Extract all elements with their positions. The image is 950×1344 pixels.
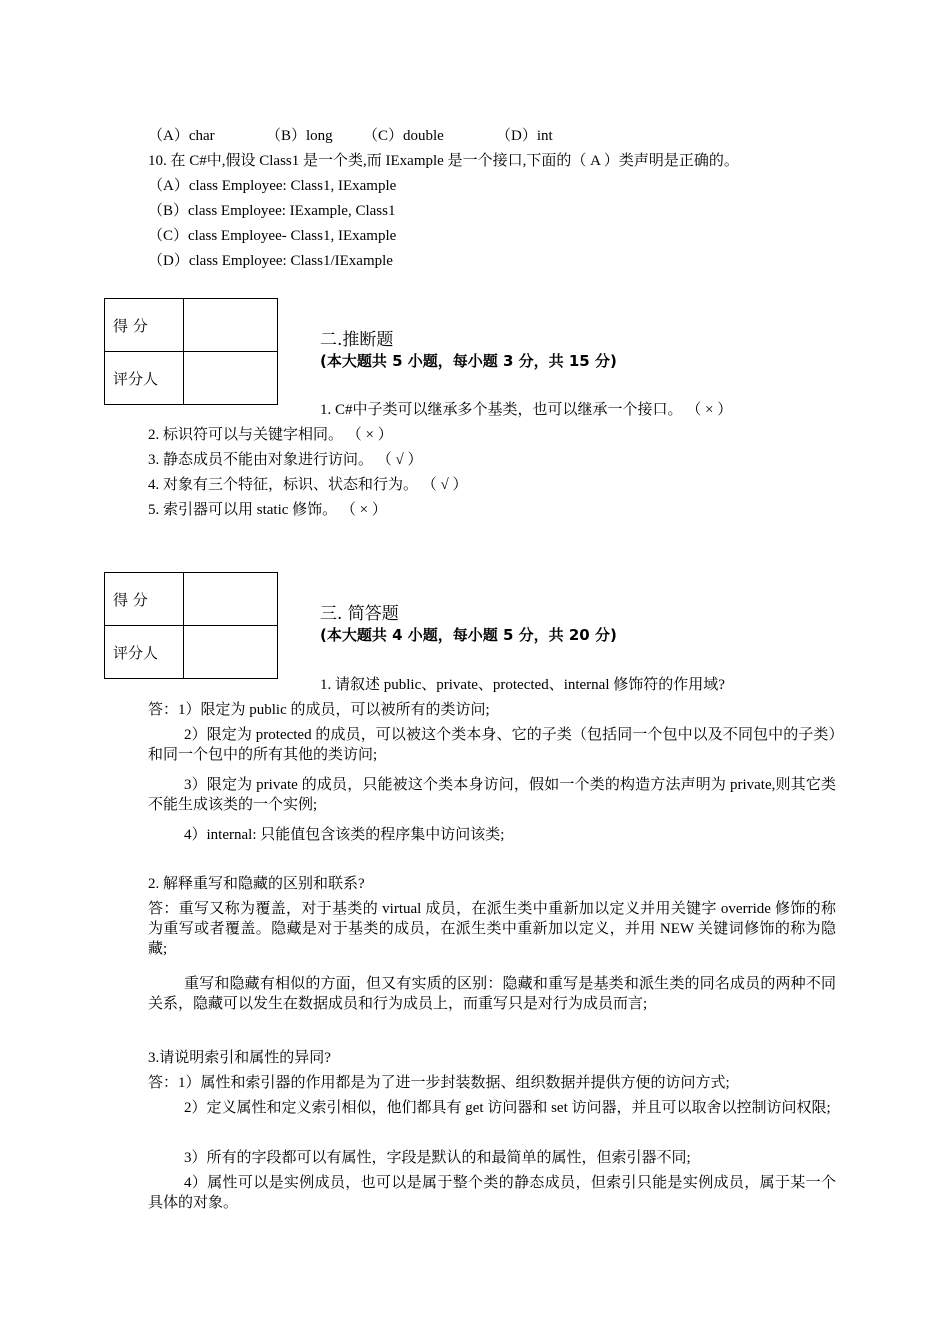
- q10-option-a: （A）class Employee: Class1, IExample: [148, 178, 397, 194]
- section3-q2-question: 2. 解释重写和隐藏的区别和联系?: [148, 876, 365, 892]
- score-field: [184, 299, 278, 352]
- q10-stem: 10. 在 C#中,假设 Class1 是一个类,而 IExample 是一个接口,下面的（ A ）类声明是正确的。: [148, 153, 739, 169]
- section3-q3-question: 3.请说明索引和属性的异同?: [148, 1050, 331, 1066]
- section3-q3-answer-4: 4）属性可以是实例成员，也可以是属于整个类的静态成员，但索引只能是实例成员，属于某一个具体的对象。: [148, 1175, 836, 1211]
- section3-q2-answer-1: 答：重写又称为覆盖，对于基类的 virtual 成员，在派生类中重新加以定义并用关键字 override 修饰的称为重写或者覆盖。隐藏是对于基类的成员，在派生类中重新加以定义，并用 NEW 关键词修饰的称为隐藏;: [148, 901, 836, 957]
- q10-option-b: （B）class Employee: IExample, Class1: [148, 203, 396, 219]
- section3-q2-answer-2: 重写和隐藏有相似的方面，但又有实质的区别：隐藏和重写是基类和派生类的同名成员的两种不同关系，隐藏可以发生在数据成员和行为成员上，而重写只是对行为成员而言;: [148, 976, 836, 1012]
- q9-option-a: （A）char: [148, 128, 215, 144]
- q10-option-c: （C）class Employee- Class1, IExample: [148, 228, 397, 244]
- section3-q1-answer-1: 答：1）限定为 public 的成员，可以被所有的类访问;: [148, 702, 490, 718]
- q9-option-b: （B）long: [266, 128, 333, 144]
- section3-q1-answer-3: 3）限定为 private 的成员，只能被这个类本身访问，假如一个类的构造方法声明为 private,则其它类不能生成该类的一个实例;: [148, 777, 836, 813]
- score-label: 得 分: [105, 299, 184, 352]
- section3-q1-question: 1. 请叙述 public、private、protected、internal 修饰符的作用域?: [320, 677, 725, 693]
- section3-q1-answer-2: 2）限定为 protected 的成员，可以被这个类本身、它的子类（包括同一个包中以及不同包中的子类）和同一个包中的所有其他的类访问;: [148, 727, 836, 763]
- section3-q1-answer-4: 4）internal: 只能值包含该类的程序集中访问该类;: [184, 827, 505, 843]
- section2-item-5: 5. 索引器可以用 static 修饰。 （ × ）: [148, 502, 387, 518]
- section2-item-3: 3. 静态成员不能由对象进行访问。 （ √ ）: [148, 452, 423, 468]
- q10-option-d: （D）class Employee: Class1/IExample: [148, 253, 393, 269]
- q9-option-d: （D）int: [496, 128, 553, 144]
- grader-field: [184, 352, 278, 405]
- section3-q3-answer-1: 答：1）属性和索引器的作用都是为了进一步封装数据、组织数据并提供方便的访问方式;: [148, 1075, 730, 1091]
- grader-field: [184, 626, 278, 679]
- q9-option-c: （C）double: [363, 128, 444, 144]
- section2-item-4: 4. 对象有三个特征，标识、状态和行为。 （ √ ）: [148, 477, 468, 493]
- section2-item-2: 2. 标识符可以与关键字相同。 （ × ）: [148, 427, 393, 443]
- section2-subtitle: (本大题共 5 小题，每小题 3 分，共 15 分): [320, 352, 617, 370]
- score-label: 得 分: [105, 573, 184, 626]
- section3-q3-answer-2: 2）定义属性和定义索引相似，他们都具有 get 访问器和 set 访问器，并且可以取舍以控制访问权限;: [184, 1100, 831, 1116]
- score-field: [184, 573, 278, 626]
- section3-subtitle: (本大题共 4 小题，每小题 5 分，共 20 分): [320, 626, 617, 644]
- q9-options: [148, 126, 553, 146]
- section3-q3-answer-3: 3）所有的字段都可以有属性，字段是默认的和最简单的属性，但索引器不同;: [184, 1150, 691, 1166]
- grader-label: 评分人: [105, 352, 184, 405]
- score-box-section2: [104, 298, 278, 405]
- section2-item-1: 1. C#中子类可以继承多个基类，也可以继承一个接口。 （ × ）: [320, 402, 733, 418]
- section3-title: 三. 简答题: [320, 604, 399, 624]
- grader-label: 评分人: [105, 626, 184, 679]
- score-box-section3: [104, 572, 278, 679]
- section2-title: 二.推断题: [320, 330, 394, 350]
